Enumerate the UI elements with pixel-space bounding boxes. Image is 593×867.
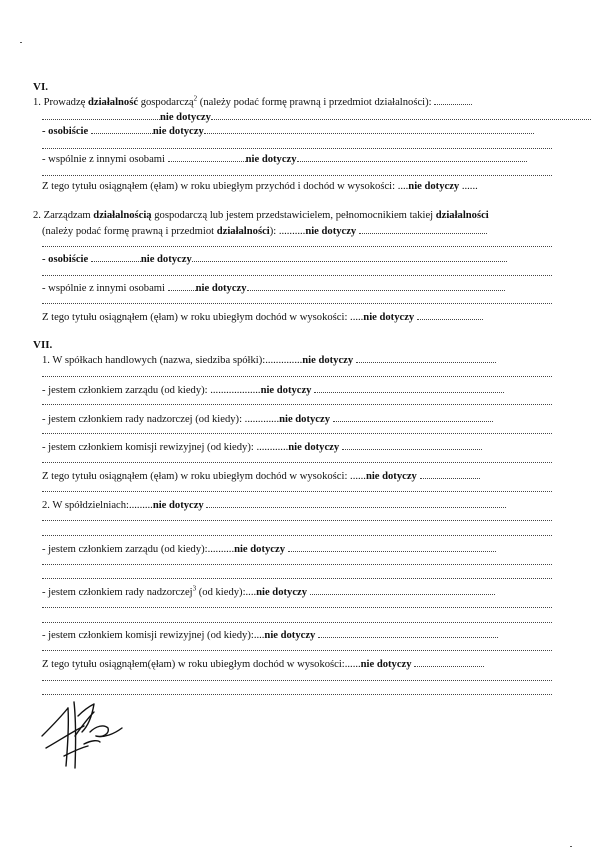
dotted-line [42,694,552,695]
vi-2-personal: - osobiście nie dotyczy [42,253,507,266]
vii-1-supervisory: - jestem członkiem rady nadzorczej (od kiedy): .............nie dotyczy [42,413,493,426]
dotted-line [42,491,552,492]
dotted-line [42,175,552,176]
dotted-line [42,148,552,149]
vi-1-income: Z tego tytułu osiągnąłem (ęłam) w roku ubiegłym przychód i dochód w wysokości: ....nie dotyczy ...... [42,181,478,192]
dotted-line [42,680,552,681]
scan-mark [20,42,22,43]
vii-1-income: Z tego tytułu osiągnąłem (ęłam) w roku ubiegłym dochód w wysokości: ......nie dotyczy [42,470,480,483]
dotted-line [42,376,552,377]
vi-1-joint: - wspólnie z innymi osobami nie dotyczy [42,153,527,166]
vii-2-supervisory: - jestem członkiem rady nadzorczej$^3$ (od kiedy):....nie dotyczy [42,586,495,599]
vi-2-income: Z tego tytułu osiągnąłem (ęłam) w roku ubiegłym dochód w wysokości: .....nie dotyczy [42,311,483,324]
vi-2-line2: (należy podać formę prawną i przedmiot działalności): ..........nie dotyczy [42,225,487,238]
scan-mark [570,846,572,847]
vi-1-intro: 1. Prowadzę działalność gospodarczą$^2$ (należy podać formę prawną i przedmiot działalności): [33,96,472,109]
dotted-line [42,622,552,623]
vii-2-audit: - jestem członkiem komisji rewizyjnej (od kiedy):....nie dotyczy [42,629,498,642]
dotted-line [42,650,552,651]
vii-1-board: - jestem członkiem zarządu (od kiedy): ...................nie dotyczy [42,384,504,397]
dotted-line [42,535,552,536]
vi-2-line1: 2. Zarządzam działalnością gospodarczą lub jestem przedstawicielem, pełnomocnikiem takiej działalności [33,210,489,221]
dotted-line [42,303,552,304]
dotted-line [42,578,552,579]
dotted-line [42,275,552,276]
vi-2-joint: - wspólnie z innymi osobami nie dotyczy [42,282,505,295]
dotted-line [42,462,552,463]
handwritten-signature [38,696,126,772]
dotted-line [42,564,552,565]
section-vii-heading: VII. [33,339,53,351]
vi-1-value: nie dotyczy [160,112,211,123]
section-vi-heading: VI. [33,81,48,93]
dotted-line [42,404,552,405]
dotted-line [42,246,552,247]
vii-1-label: 1. W spółkach handlowych (nazwa, siedziba spółki):..............nie dotyczy [42,354,496,367]
dotted-line [42,433,552,434]
vii-2-label: 2. W spółdzielniach:.........nie dotyczy [42,499,506,512]
dotted-line [42,520,552,521]
dotted-line [42,607,552,608]
vii-2-board: - jestem członkiem zarządu (od kiedy):..........nie dotyczy [42,543,496,556]
vi-1-value-line [42,111,591,124]
vi-1-personal: - osobiście nie dotyczy [42,125,534,138]
vii-1-audit: - jestem członkiem komisji rewizyjnej (od kiedy): ............nie dotyczy [42,441,482,454]
vii-2-income: Z tego tytułu osiągnąłem(ęłam) w roku ubiegłym dochód w wysokości:......nie dotyczy [42,658,484,671]
